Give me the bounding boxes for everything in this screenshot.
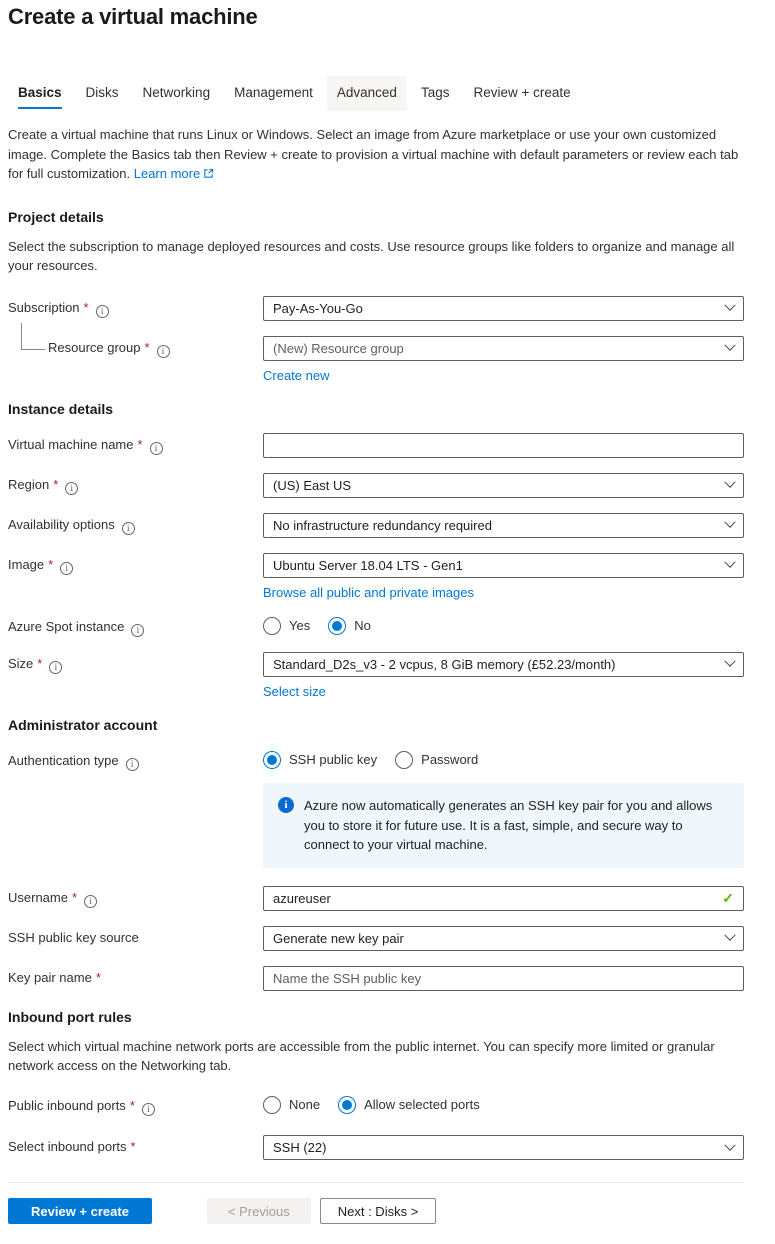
info-icon[interactable]: i: [49, 661, 62, 674]
tab-review-create[interactable]: Review + create: [473, 85, 571, 100]
info-icon[interactable]: i: [131, 624, 144, 637]
info-icon[interactable]: i: [126, 758, 139, 771]
required-marker: *: [71, 889, 78, 905]
auth-radio-ssh-public-key[interactable]: SSH public key: [263, 751, 377, 769]
availability-options-label: Availability options i: [8, 513, 263, 535]
ssh-key-source-dropdown[interactable]: Generate new key pair: [263, 926, 744, 951]
tab-disks[interactable]: Disks: [85, 85, 119, 100]
required-marker: *: [53, 476, 59, 492]
previous-button[interactable]: < Previous: [207, 1198, 311, 1224]
required-marker: *: [83, 299, 89, 315]
subscription-group: [8, 296, 744, 383]
chevron-down-icon: [724, 656, 735, 667]
required-marker: *: [95, 969, 101, 985]
region-row: [8, 473, 744, 498]
username-label: Username * i: [8, 886, 263, 908]
ports-radio-none[interactable]: None: [263, 1096, 320, 1114]
chevron-down-icon: [724, 477, 735, 488]
username-field: [263, 886, 744, 911]
key-pair-name-field: [263, 966, 744, 991]
project-details-heading: Project details: [8, 208, 104, 225]
tab-management[interactable]: Management: [234, 85, 313, 100]
vm-name-row: [8, 433, 744, 458]
public-inbound-ports-row: [8, 1094, 744, 1116]
key-pair-name-label: Key pair name *: [8, 969, 101, 985]
external-link-icon: [203, 165, 214, 185]
availability-options-dropdown[interactable]: No infrastructure redundancy required: [263, 513, 744, 538]
ssh-info-message: Azure now automatically generates an SSH key pair for you and allows you to store it for future use. It is a fast, simple, and secure way to connect to your virtual machine.: [304, 798, 713, 853]
select-inbound-ports-row: [8, 1135, 744, 1160]
info-icon[interactable]: i: [157, 345, 170, 358]
tab-bar: [8, 76, 744, 111]
required-marker: *: [129, 1097, 135, 1113]
select-inbound-ports-label: Select inbound ports *: [8, 1139, 136, 1155]
region-dropdown[interactable]: (US) East US: [263, 473, 744, 498]
resource-group-row: [8, 336, 744, 383]
resource-group-dropdown[interactable]: (New) Resource group: [263, 336, 744, 361]
resource-group-label: Resource group * i: [8, 336, 263, 358]
select-inbound-ports-dropdown[interactable]: SSH (22): [263, 1135, 744, 1160]
project-details-description: Select the subscription to manage deployed resources and costs. Use resource groups like folders to organize and manage all your resources.: [8, 238, 735, 273]
browse-images-link[interactable]: Browse all public and private images: [263, 584, 474, 600]
radio-icon: [263, 751, 281, 769]
required-marker: *: [137, 436, 143, 452]
azure-spot-row: [8, 615, 744, 637]
public-inbound-ports-radio-group: [263, 1094, 744, 1114]
required-marker: *: [48, 556, 54, 572]
size-dropdown[interactable]: Standard_D2s_v3 - 2 vcpus, 8 GiB memory (£52.23/month): [263, 652, 744, 677]
page-title: Create a virtual machine: [8, 4, 258, 29]
learn-more-link[interactable]: Learn more: [134, 166, 214, 181]
tab-advanced[interactable]: Advanced: [327, 76, 407, 111]
tab-basics[interactable]: Basics: [8, 76, 72, 111]
administrator-account-heading: Administrator account: [8, 716, 158, 733]
info-icon[interactable]: i: [65, 482, 78, 495]
radio-icon: [328, 617, 346, 635]
radio-icon: [263, 617, 281, 635]
chevron-down-icon: [724, 557, 735, 568]
radio-icon: [263, 1096, 281, 1114]
ssh-info-row: [8, 779, 744, 868]
intro-text: [8, 125, 744, 185]
azure-spot-radio-group: [263, 615, 744, 635]
authentication-type-row: [8, 749, 744, 771]
select-size-link[interactable]: Select size: [263, 683, 326, 699]
azure-spot-radio-no[interactable]: No: [328, 617, 371, 635]
auth-radio-password[interactable]: Password: [395, 751, 478, 769]
info-icon[interactable]: i: [60, 562, 73, 575]
ports-radio-allow-selected[interactable]: Allow selected ports: [338, 1096, 480, 1114]
info-icon[interactable]: i: [96, 305, 109, 318]
info-icon[interactable]: i: [150, 442, 163, 455]
subscription-dropdown[interactable]: Pay-As-You-Go: [263, 296, 744, 321]
tree-connector: [21, 323, 45, 350]
review-create-button[interactable]: Review + create: [8, 1198, 152, 1224]
image-row: [8, 553, 744, 600]
username-row: [8, 886, 744, 911]
create-new-resource-group-link[interactable]: Create new: [263, 367, 330, 383]
ssh-info-box: [263, 783, 744, 868]
chevron-down-icon: [724, 340, 735, 351]
vm-name-label: Virtual machine name * i: [8, 433, 263, 455]
info-icon[interactable]: i: [84, 895, 97, 908]
authentication-type-label: Authentication type i: [8, 749, 263, 771]
availability-options-row: [8, 513, 744, 538]
valid-check-icon: ✓: [722, 889, 734, 906]
next-disks-button[interactable]: Next : Disks >: [320, 1198, 437, 1224]
required-marker: *: [130, 1139, 136, 1155]
image-dropdown[interactable]: Ubuntu Server 18.04 LTS - Gen1: [263, 553, 744, 578]
tab-networking[interactable]: Networking: [142, 85, 211, 100]
required-marker: *: [37, 655, 43, 671]
wizard-footer: [8, 1182, 744, 1224]
subscription-label: Subscription * i: [8, 296, 263, 318]
chevron-down-icon: [724, 300, 735, 311]
size-row: [8, 652, 744, 699]
ssh-key-source-row: [8, 926, 744, 951]
info-filled-icon: i: [278, 797, 294, 813]
username-input[interactable]: [273, 887, 734, 910]
ssh-key-source-label: SSH public key source: [8, 929, 139, 945]
radio-icon: [395, 751, 413, 769]
authentication-type-radio-group: [263, 749, 744, 769]
azure-spot-label: Azure Spot instance i: [8, 615, 263, 637]
chevron-down-icon: [724, 930, 735, 941]
radio-icon: [338, 1096, 356, 1114]
azure-spot-radio-yes[interactable]: Yes: [263, 617, 310, 635]
instance-details-heading: Instance details: [8, 400, 114, 417]
vm-name-input[interactable]: [273, 434, 734, 457]
subscription-row: [8, 296, 744, 321]
region-label: Region * i: [8, 473, 263, 495]
tab-tags[interactable]: Tags: [420, 85, 450, 100]
chevron-down-icon: [724, 517, 735, 528]
key-pair-name-input[interactable]: [273, 967, 734, 990]
chevron-down-icon: [724, 1139, 735, 1150]
inbound-port-rules-description: Select which virtual machine network ports are accessible from the public internet. You can specify more limited or granular network access on the Networking tab.: [8, 1038, 715, 1074]
info-icon[interactable]: i: [122, 522, 135, 535]
public-inbound-ports-label: Public inbound ports * i: [8, 1094, 263, 1116]
key-pair-name-row: [8, 966, 744, 991]
inbound-port-rules-heading: Inbound port rules: [8, 1008, 132, 1025]
required-marker: *: [144, 339, 150, 355]
size-label: Size * i: [8, 652, 263, 674]
info-icon[interactable]: i: [142, 1103, 155, 1116]
image-label: Image * i: [8, 553, 263, 575]
intro-description: Create a virtual machine that runs Linux or Windows. Select an image from Azure marketplace or use your own customized image. Complete the Basics tab then Review + create to provision a virtual machine with default parameters or review each tab for full customization.: [8, 127, 739, 181]
vm-name-field: [263, 433, 744, 458]
